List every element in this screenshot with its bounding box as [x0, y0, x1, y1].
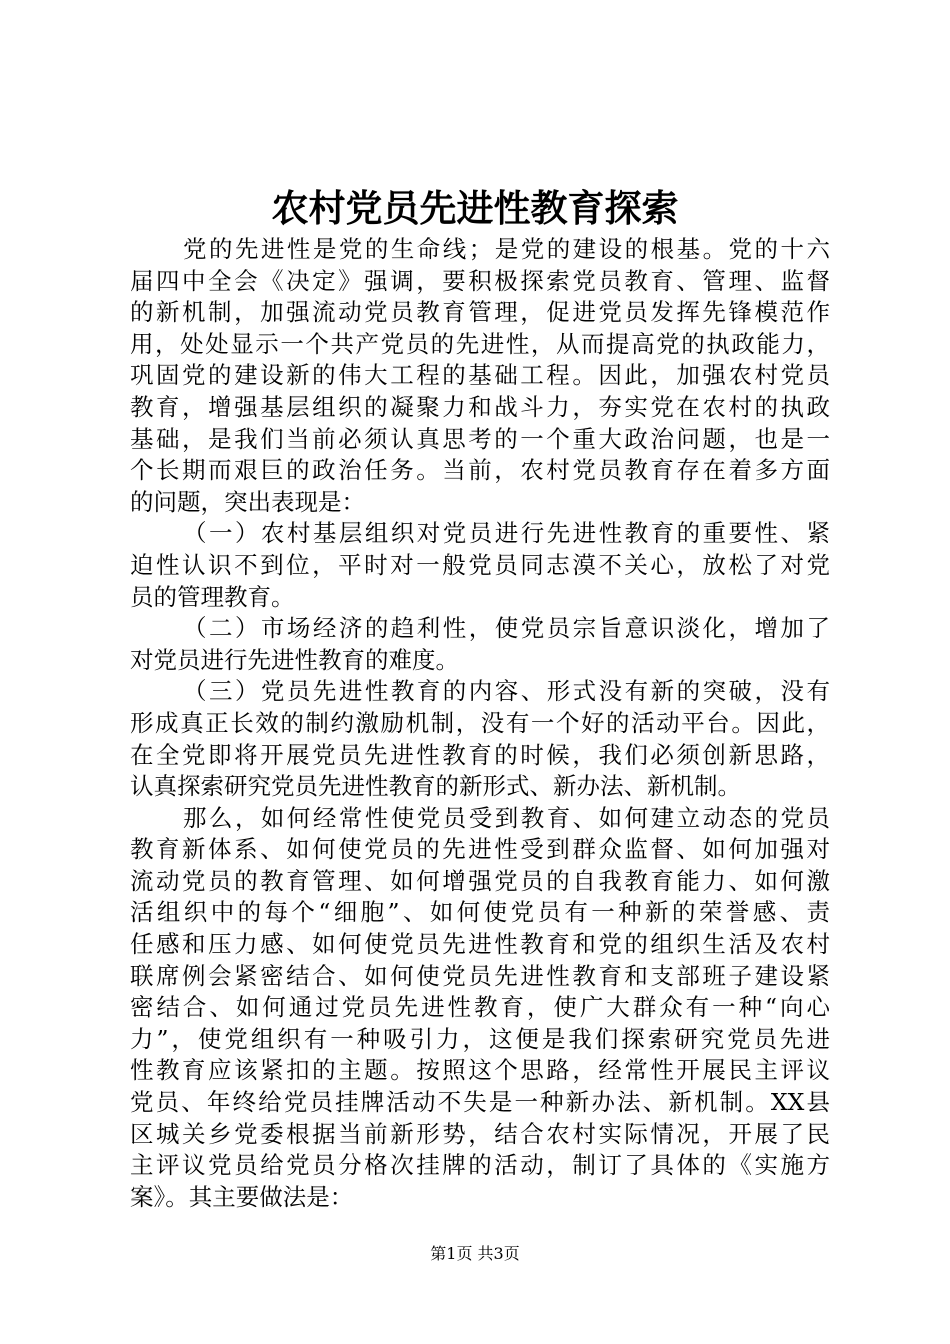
paragraph	[130, 613, 830, 676]
text-line: 用，处处显示一个共产党员的先进性，从而提高党的执政能力，	[130, 329, 830, 358]
text-line: 党员、年终给党员挂牌活动不失是一种新办法、新机制。XX县	[130, 1088, 830, 1117]
text-line: 流动党员的教育管理、如何增强党员的自我教育能力、如何激	[130, 866, 830, 895]
text-line: （三）党员先进性教育的内容、形式没有新的突破，没有	[183, 677, 830, 706]
text-line: （一）农村基层组织对党员进行先进性教育的重要性、紧	[183, 519, 830, 548]
paragraph	[130, 676, 830, 802]
text-line: 员的管理教育。	[130, 582, 295, 611]
text-line: 教育新体系、如何使党员的先进性受到群众监督、如何加强对	[130, 835, 830, 864]
paragraph	[130, 518, 830, 613]
text-line: 党的先进性是党的生命线；是党的建设的根基。党的十六	[183, 235, 830, 263]
text-line: 巩固党的建设新的伟大工程的基础工程。因此，加强农村党员	[130, 361, 830, 390]
page-footer: 第1页 共3页	[430, 1244, 520, 1263]
text-line: 活组织中的每个“细胞”、如何使党员有一种新的荣誉感、责	[130, 898, 830, 927]
text-line: 基础，是我们当前必须认真思考的一个重大政治问题，也是一	[130, 424, 830, 453]
text-line: 联席例会紧密结合、如何使党员先进性教育和支部班子建设紧	[130, 961, 830, 990]
text-line: 力”，使党组织有一种吸引力，这便是我们探索研究党员先进	[130, 1024, 830, 1053]
text-line: 形成真正长效的制约激励机制，没有一个好的活动平台。因此，	[130, 708, 830, 737]
text-line: 的新机制，加强流动党员教育管理，促进党员发挥先锋模范作	[130, 298, 830, 327]
text-line: 在全党即将开展党员先进性教育的时候，我们必须创新思路，	[130, 740, 830, 769]
text-line: 主评议党员给党员分格次挂牌的活动，制订了具体的《实施方	[130, 1151, 830, 1180]
text-line: 的问题，突出表现是：	[130, 487, 365, 516]
text-line: 认真探索研究党员先进性教育的新形式、新办法、新机制。	[130, 772, 741, 801]
text-line: 对党员进行先进性教育的难度。	[130, 645, 459, 674]
text-line: 性教育应该紧扣的主题。按照这个思路，经常性开展民主评议	[130, 1056, 830, 1085]
text-line: （二）市场经济的趋利性，使党员宗旨意识淡化，增加了	[183, 614, 830, 643]
text-line: 迫性认识不到位，平时对一般党员同志漠不关心，放松了对党	[130, 550, 830, 579]
text-line: 区城关乡党委根据当前新形势，结合农村实际情况，开展了民	[130, 1119, 830, 1148]
document-title: 农村党员先进性教育探索	[271, 186, 679, 230]
text-line: 个长期而艰巨的政治任务。当前，农村党员教育存在着多方面	[130, 456, 830, 485]
paragraph	[130, 234, 830, 518]
text-line: 密结合、如何通过党员先进性教育，使广大群众有一种“向心	[130, 993, 830, 1022]
text-line: 届四中全会《决定》强调，要积极探索党员教育、管理、监督	[130, 266, 830, 295]
paragraph	[130, 803, 830, 1214]
text-line: 案》。其主要做法是：	[130, 1182, 354, 1211]
text-line: 那么，如何经常性使党员受到教育、如何建立动态的党员	[183, 803, 830, 832]
document-body	[130, 234, 830, 1213]
text-line: 任感和压力感、如何使党员先进性教育和党的组织生活及农村	[130, 930, 830, 959]
text-line: 教育，增强基层组织的凝聚力和战斗力，夯实党在农村的执政	[130, 392, 830, 421]
